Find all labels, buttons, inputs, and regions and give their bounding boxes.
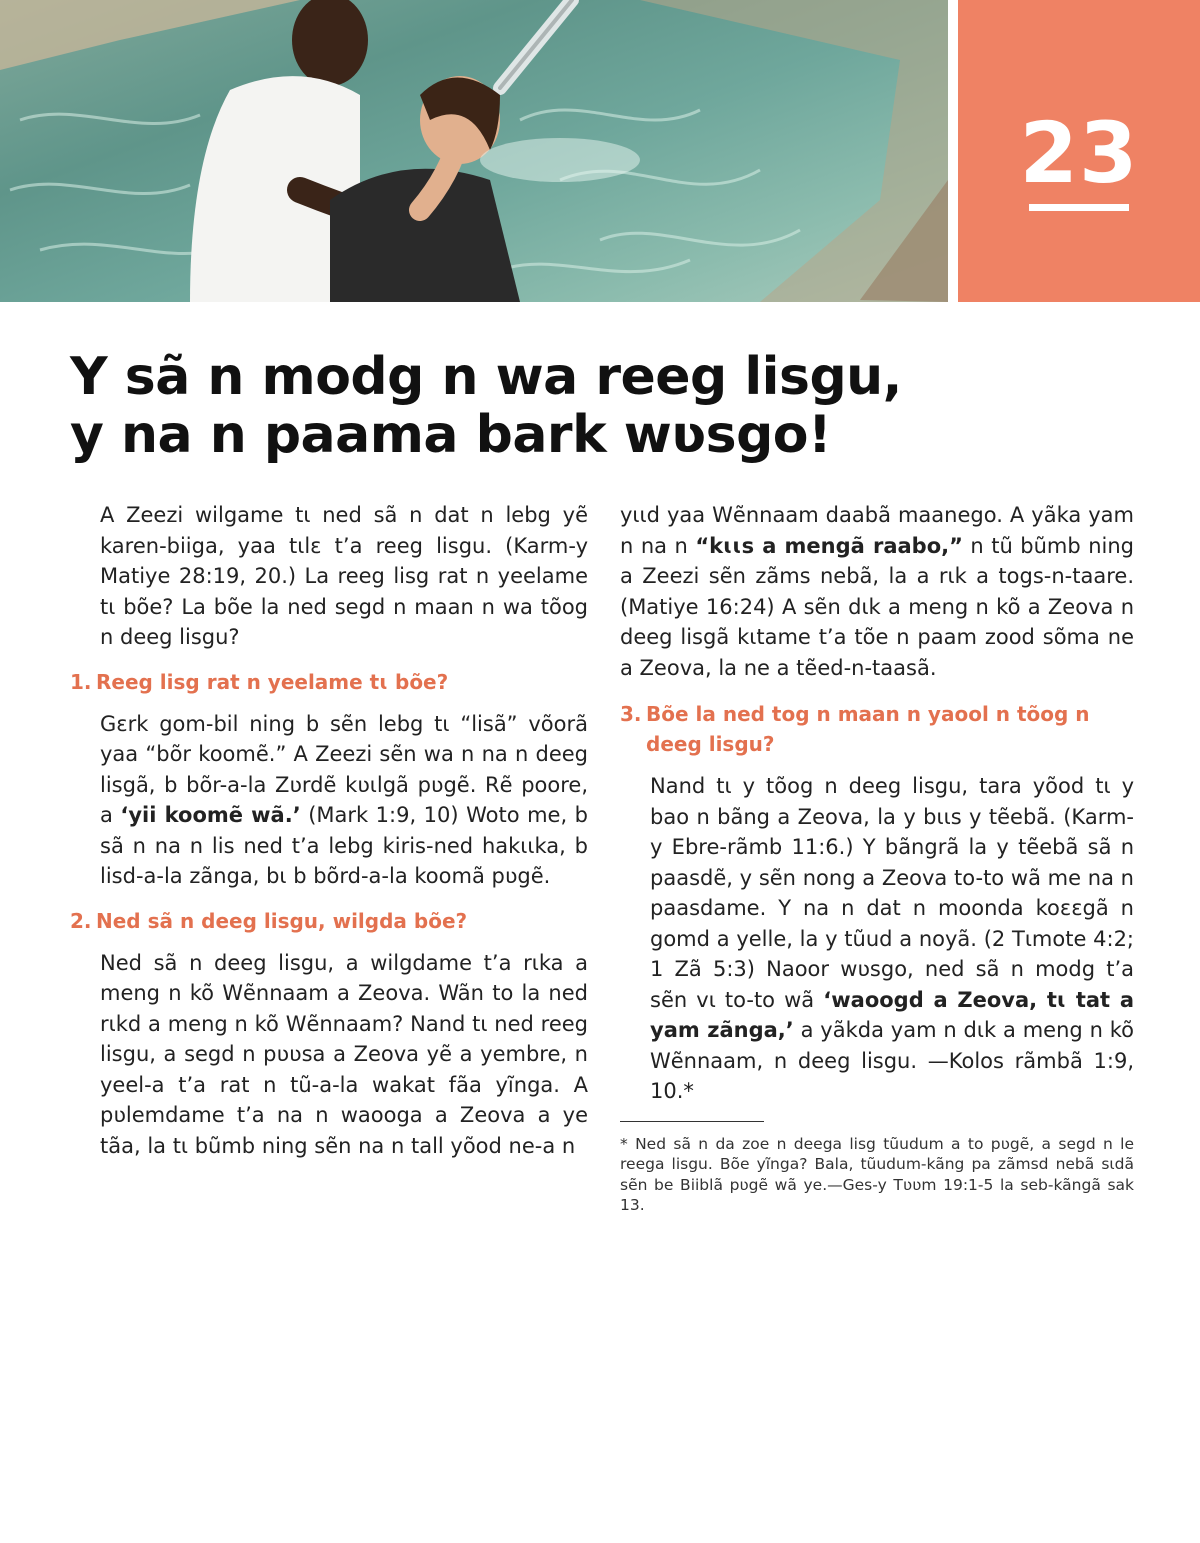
question-3-heading bbox=[620, 699, 1134, 759]
answer-2-continued bbox=[620, 500, 1134, 683]
left-column bbox=[70, 500, 588, 1161]
answer-text: yɩɩd yaa Wẽnnaam daabã maanego. A yãka yam n na n bbox=[620, 503, 1134, 558]
question-2-heading bbox=[70, 906, 588, 936]
question-1-heading bbox=[70, 667, 588, 697]
answer-text: Gɛrk gom-bil ning b sẽn lebg tɩ “lisã” võorã yaa “bõr koomẽ.” A Zeezi sẽn wa n na n deeg lisgã, b bõr-a-la Zʋrdẽ kʋɩlgã pʋgẽ. Rẽ poore, a bbox=[100, 711, 588, 827]
emphasis-text: ‘waoogd a Zeova, tɩ tat a yam zãnga,’ bbox=[650, 987, 1134, 1042]
question-number: 3. bbox=[620, 702, 642, 726]
chapter-number: 23 bbox=[1019, 104, 1139, 202]
answer-text: a yãkda yam n dɩk a meng n kõ Wẽnnaam, n deeg lisgu. —Kolos rãmbã 1:9, 10.* bbox=[650, 1018, 1134, 1103]
answer-text: Ned sã n deeg lisgu, a wilgdame t’a rɩka a meng n kõ Wẽnnaam a Zeova. Wãn to la ned rɩkd a meng n kõ Wẽnnaam? Nand tɩ ned reeg lisgu, a segd n pʋʋsa a Zeova yẽ a yembre, n yeel-a t’a rat n tũ-a-la wakat fãa yĩnga. A pʋlemdame t’a na n waooga a Zeova a ye tãa, la tɩ bũmb ning sẽn na n tall yõod ne-a n bbox=[100, 950, 588, 1158]
baptism-photo-icon bbox=[0, 0, 948, 302]
question-text: Reeg lisg rat n yeelame tɩ bõe? bbox=[96, 669, 449, 694]
footnote: * Ned sã n da zoe n deega lisg tũudum a to pʋgẽ, a segd n le reega lisgu. Bõe yĩnga? Bala, tũudum-kãng pa zãmsd nebã sɩdã sẽn be Biiblã pʋgẽ wã ye.—Ges-y Tʋʋm 19:1-5 la seb-kãngã sak 13. bbox=[620, 1134, 1134, 1214]
answer-2-paragraph bbox=[70, 948, 588, 1162]
chapter-badge bbox=[958, 0, 1200, 302]
question-number: 2. bbox=[70, 908, 92, 933]
page-title bbox=[70, 348, 970, 464]
footnote-divider bbox=[620, 1121, 764, 1122]
question-number: 1. bbox=[70, 669, 92, 694]
emphasis-text: “kɩɩs a mengã raabo,” bbox=[695, 533, 963, 558]
emphasis-text: ‘yii koomẽ wã.’ bbox=[120, 803, 301, 827]
chapter-underline bbox=[1029, 204, 1129, 211]
title-line-2: y na n paama bark wʋsgo! bbox=[70, 405, 832, 465]
answer-text: Nand tɩ y tõog n deeg lisgu, tara yõod tɩ y bao n bãng a Zeova, la y bɩɩs y tẽebã. (Karm-y Ebre-rãmb 11:6.) Y bãngrã la y tẽebã sã n paasdẽ, y sẽn nong a Zeova to-to wã me na n paasdame. Y na n dat n moonda koɛɛgã n gomd a yelle, la y tũud a noyã. (2 Tɩmote 4:2; 1 Zã 5:3) Naoor wʋsgo, ned sã n modg t’a sẽn vɩ to-to wã bbox=[650, 774, 1134, 1012]
hero-photo bbox=[0, 0, 948, 302]
answer-3-paragraph bbox=[620, 771, 1134, 1107]
intro-paragraph: A Zeezi wilgame tɩ ned sã n dat n lebg yẽ karen-biiga, yaa tɩlɛ t’a reeg lisgu. (Karm-y Matiye 28:19, 20.) La reeg lisg rat n yeelame tɩ bõe? La bõe la ned segd n maan n wa tõog n deeg lisgu? bbox=[100, 503, 588, 649]
question-text: Bõe la ned tog n maan n yaool n tõog n deeg lisgu? bbox=[646, 702, 1090, 756]
answer-1-paragraph bbox=[70, 709, 588, 892]
answer-text: n tũ bũmb ning a Zeezi sẽn zãms nebã, la a rɩk a togs-n-taare. (Matiye 16:24) A sẽn dɩk a meng n kõ a Zeova n deeg lisgã kɩtame t’a tõe n paam zood sõma ne a Zeova, la ne a tẽed-n-taasã. bbox=[620, 533, 1134, 680]
question-text: Ned sã n deeg lisgu, wilgda bõe? bbox=[96, 908, 468, 933]
answer-text: (Mark 1:9, 10) Woto me, b sã n na n lis ned t’a lebg kiris-ned hakɩɩka, b lisd-a-la zãnga, bɩ b bõrd-a-la koomã pʋgẽ. bbox=[100, 803, 588, 888]
right-column bbox=[620, 500, 1134, 1216]
title-line-1: Y sã n modg n wa reeg lisgu, bbox=[70, 347, 902, 407]
